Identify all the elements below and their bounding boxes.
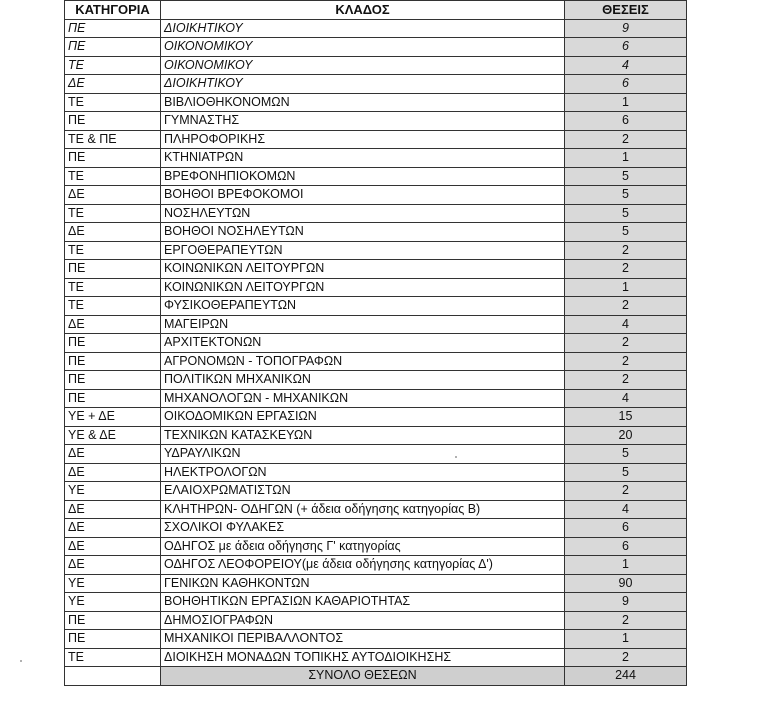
- row-positions: 4: [565, 500, 687, 519]
- row-branch: ΜΑΓΕΙΡΩΝ: [161, 315, 565, 334]
- row-branch: ΕΡΓΟΘΕΡΑΠΕΥΤΩΝ: [161, 241, 565, 260]
- table-row: [65, 593, 687, 612]
- row-branch: ΒΟΗΘΗΤΙΚΩΝ ΕΡΓΑΣΙΩΝ ΚΑΘΑΡΙΟΤΗΤΑΣ: [161, 593, 565, 612]
- scan-speck: [20, 660, 22, 662]
- row-positions: 4: [565, 389, 687, 408]
- header-category: ΚΑΤΗΓΟΡΙΑ: [65, 1, 161, 20]
- row-branch: ΠΛΗΡΟΦΟΡΙΚΗΣ: [161, 130, 565, 149]
- row-branch: ΥΔΡΑΥΛΙΚΩΝ: [161, 445, 565, 464]
- table-row: [65, 278, 687, 297]
- row-positions: 2: [565, 334, 687, 353]
- row-category: ΔΕ: [65, 445, 161, 464]
- table-row: [65, 352, 687, 371]
- row-category: ΔΕ: [65, 519, 161, 538]
- row-category: ΥΕ + ΔΕ: [65, 408, 161, 427]
- row-positions: 2: [565, 352, 687, 371]
- row-positions: 5: [565, 204, 687, 223]
- row-positions: 5: [565, 445, 687, 464]
- table-row: [65, 519, 687, 538]
- table-row: [65, 556, 687, 575]
- table-row: [65, 408, 687, 427]
- row-positions: 2: [565, 611, 687, 630]
- table-row: [65, 297, 687, 316]
- row-positions: 2: [565, 130, 687, 149]
- row-positions: 1: [565, 278, 687, 297]
- total-value: 244: [565, 667, 687, 686]
- row-category: ΠΕ: [65, 260, 161, 279]
- table-row: [65, 167, 687, 186]
- row-positions: 1: [565, 630, 687, 649]
- table-row: [65, 389, 687, 408]
- row-branch: ΚΤΗΝΙΑΤΡΩΝ: [161, 149, 565, 168]
- row-category: ΤΕ: [65, 56, 161, 75]
- total-empty-cell: [65, 667, 161, 686]
- row-branch: ΚΟΙΝΩΝΙΚΩΝ ΛΕΙΤΟΥΡΓΩΝ: [161, 260, 565, 279]
- row-branch: ΒΡΕΦΟΝΗΠΙΟΚΟΜΩΝ: [161, 167, 565, 186]
- row-positions: 9: [565, 593, 687, 612]
- row-branch: ΟΔΗΓΟΣ ΛΕΟΦΟΡΕΙΟΥ(με άδεια οδήγησης κατηγορίας Δ'): [161, 556, 565, 575]
- row-category: ΥΕ: [65, 593, 161, 612]
- table-row: [65, 149, 687, 168]
- row-branch: ΔΙΟΙΚΗΣΗ ΜΟΝΑΔΩΝ ΤΟΠΙΚΗΣ ΑΥΤΟΔΙΟΙΚΗΣΗΣ: [161, 648, 565, 667]
- header-row: [65, 1, 687, 20]
- row-positions: 4: [565, 315, 687, 334]
- header-branch: ΚΛΑΔΟΣ: [161, 1, 565, 20]
- row-positions: 2: [565, 482, 687, 501]
- table-row: [65, 186, 687, 205]
- row-positions: 6: [565, 75, 687, 94]
- row-category: ΤΕ: [65, 204, 161, 223]
- row-positions: 2: [565, 371, 687, 390]
- row-branch: ΜΗΧΑΝΙΚΟΙ ΠΕΡΙΒΑΛΛΟΝΤΟΣ: [161, 630, 565, 649]
- row-category: ΤΕ: [65, 93, 161, 112]
- row-branch: ΑΓΡΟΝΟΜΩΝ - ΤΟΠΟΓΡΑΦΩΝ: [161, 352, 565, 371]
- row-category: ΠΕ: [65, 38, 161, 57]
- row-category: ΠΕ: [65, 149, 161, 168]
- row-branch: ΟΙΚΟΝΟΜΙΚΟΥ: [161, 38, 565, 57]
- row-category: ΔΕ: [65, 186, 161, 205]
- row-positions: 2: [565, 241, 687, 260]
- table-row: [65, 130, 687, 149]
- row-category: ΠΕ: [65, 19, 161, 38]
- row-category: ΤΕ: [65, 297, 161, 316]
- row-branch: ΟΔΗΓΟΣ με άδεια οδήγησης Γ' κατηγορίας: [161, 537, 565, 556]
- scan-speck: [455, 456, 457, 458]
- table-row: [65, 315, 687, 334]
- row-positions: 2: [565, 297, 687, 316]
- row-positions: 6: [565, 537, 687, 556]
- row-positions: 9: [565, 19, 687, 38]
- row-branch: ΕΛΑΙΟΧΡΩΜΑΤΙΣΤΩΝ: [161, 482, 565, 501]
- row-category: ΠΕ: [65, 334, 161, 353]
- row-positions: 6: [565, 112, 687, 131]
- row-branch: ΟΙΚΟΔΟΜΙΚΩΝ ΕΡΓΑΣΙΩΝ: [161, 408, 565, 427]
- row-category: ΤΕ: [65, 648, 161, 667]
- table-row: [65, 38, 687, 57]
- table-row: [65, 648, 687, 667]
- table-row: [65, 537, 687, 556]
- row-positions: 1: [565, 93, 687, 112]
- row-category: ΔΕ: [65, 537, 161, 556]
- header-positions: ΘΕΣΕΙΣ: [565, 1, 687, 20]
- row-branch: ΔΗΜΟΣΙΟΓΡΑΦΩΝ: [161, 611, 565, 630]
- positions-table: [64, 0, 687, 686]
- row-category: ΥΕ: [65, 482, 161, 501]
- row-positions: 5: [565, 167, 687, 186]
- table-row: [65, 260, 687, 279]
- row-category: ΔΕ: [65, 556, 161, 575]
- row-category: ΠΕ: [65, 389, 161, 408]
- row-positions: 5: [565, 186, 687, 205]
- table-row: [65, 482, 687, 501]
- table-row: [65, 223, 687, 242]
- row-category: ΔΕ: [65, 315, 161, 334]
- row-positions: 5: [565, 223, 687, 242]
- row-branch: ΤΕΧΝΙΚΩΝ ΚΑΤΑΣΚΕΥΩΝ: [161, 426, 565, 445]
- table-row: [65, 112, 687, 131]
- row-branch: ΗΛΕΚΤΡΟΛΟΓΩΝ: [161, 463, 565, 482]
- row-category: ΠΕ: [65, 112, 161, 131]
- row-positions: 15: [565, 408, 687, 427]
- table-body: [65, 19, 687, 667]
- row-positions: 1: [565, 556, 687, 575]
- table-row: [65, 574, 687, 593]
- row-branch: ΒΙΒΛΙΟΘΗΚΟΝΟΜΩΝ: [161, 93, 565, 112]
- total-row: [65, 667, 687, 686]
- row-branch: ΟΙΚΟΝΟΜΙΚΟΥ: [161, 56, 565, 75]
- row-positions: 6: [565, 38, 687, 57]
- row-category: ΠΕ: [65, 611, 161, 630]
- row-category: ΤΕ: [65, 278, 161, 297]
- row-positions: 2: [565, 648, 687, 667]
- total-label: ΣΥΝΟΛΟ ΘΕΣΕΩΝ: [161, 667, 565, 686]
- row-category: ΠΕ: [65, 352, 161, 371]
- row-positions: 90: [565, 574, 687, 593]
- row-positions: 20: [565, 426, 687, 445]
- table-row: [65, 463, 687, 482]
- row-branch: ΔΙΟΙΚΗΤΙΚΟΥ: [161, 75, 565, 94]
- table-row: [65, 56, 687, 75]
- row-branch: ΓΕΝΙΚΩΝ ΚΑΘΗΚΟΝΤΩΝ: [161, 574, 565, 593]
- row-category: ΥΕ & ΔΕ: [65, 426, 161, 445]
- table-row: [65, 204, 687, 223]
- row-branch: ΚΛΗΤΗΡΩΝ- ΟΔΗΓΩΝ (+ άδεια οδήγησης κατηγορίας Β): [161, 500, 565, 519]
- row-branch: ΝΟΣΗΛΕΥΤΩΝ: [161, 204, 565, 223]
- table-row: [65, 630, 687, 649]
- row-positions: 1: [565, 149, 687, 168]
- table-row: [65, 611, 687, 630]
- row-branch: ΔΙΟΙΚΗΤΙΚΟΥ: [161, 19, 565, 38]
- row-category: ΤΕ: [65, 167, 161, 186]
- row-category: ΔΕ: [65, 500, 161, 519]
- row-category: ΔΕ: [65, 223, 161, 242]
- table-row: [65, 241, 687, 260]
- table-row: [65, 500, 687, 519]
- table-row: [65, 334, 687, 353]
- table-row: [65, 445, 687, 464]
- row-branch: ΚΟΙΝΩΝΙΚΩΝ ΛΕΙΤΟΥΡΓΩΝ: [161, 278, 565, 297]
- row-category: ΔΕ: [65, 463, 161, 482]
- table-row: [65, 426, 687, 445]
- row-category: ΠΕ: [65, 371, 161, 390]
- row-branch: ΒΟΗΘΟΙ ΒΡΕΦΟΚΟΜΟΙ: [161, 186, 565, 205]
- row-branch: ΜΗΧΑΝΟΛΟΓΩΝ - ΜΗΧΑΝΙΚΩΝ: [161, 389, 565, 408]
- row-branch: ΣΧΟΛΙΚΟΙ ΦΥΛΑΚΕΣ: [161, 519, 565, 538]
- row-category: ΔΕ: [65, 75, 161, 94]
- table-row: [65, 371, 687, 390]
- row-branch: ΦΥΣΙΚΟΘΕΡΑΠΕΥΤΩΝ: [161, 297, 565, 316]
- row-branch: ΠΟΛΙΤΙΚΩΝ ΜΗΧΑΝΙΚΩΝ: [161, 371, 565, 390]
- table-row: [65, 19, 687, 38]
- row-positions: 2: [565, 260, 687, 279]
- row-category: ΤΕ & ΠΕ: [65, 130, 161, 149]
- row-branch: ΓΥΜΝΑΣΤΗΣ: [161, 112, 565, 131]
- row-category: ΠΕ: [65, 630, 161, 649]
- row-category: ΥΕ: [65, 574, 161, 593]
- row-positions: 4: [565, 56, 687, 75]
- table-row: [65, 75, 687, 94]
- row-positions: 5: [565, 463, 687, 482]
- row-positions: 6: [565, 519, 687, 538]
- row-branch: ΒΟΗΘΟΙ ΝΟΣΗΛΕΥΤΩΝ: [161, 223, 565, 242]
- row-branch: ΑΡΧΙΤΕΚΤΟΝΩΝ: [161, 334, 565, 353]
- row-category: ΤΕ: [65, 241, 161, 260]
- table-row: [65, 93, 687, 112]
